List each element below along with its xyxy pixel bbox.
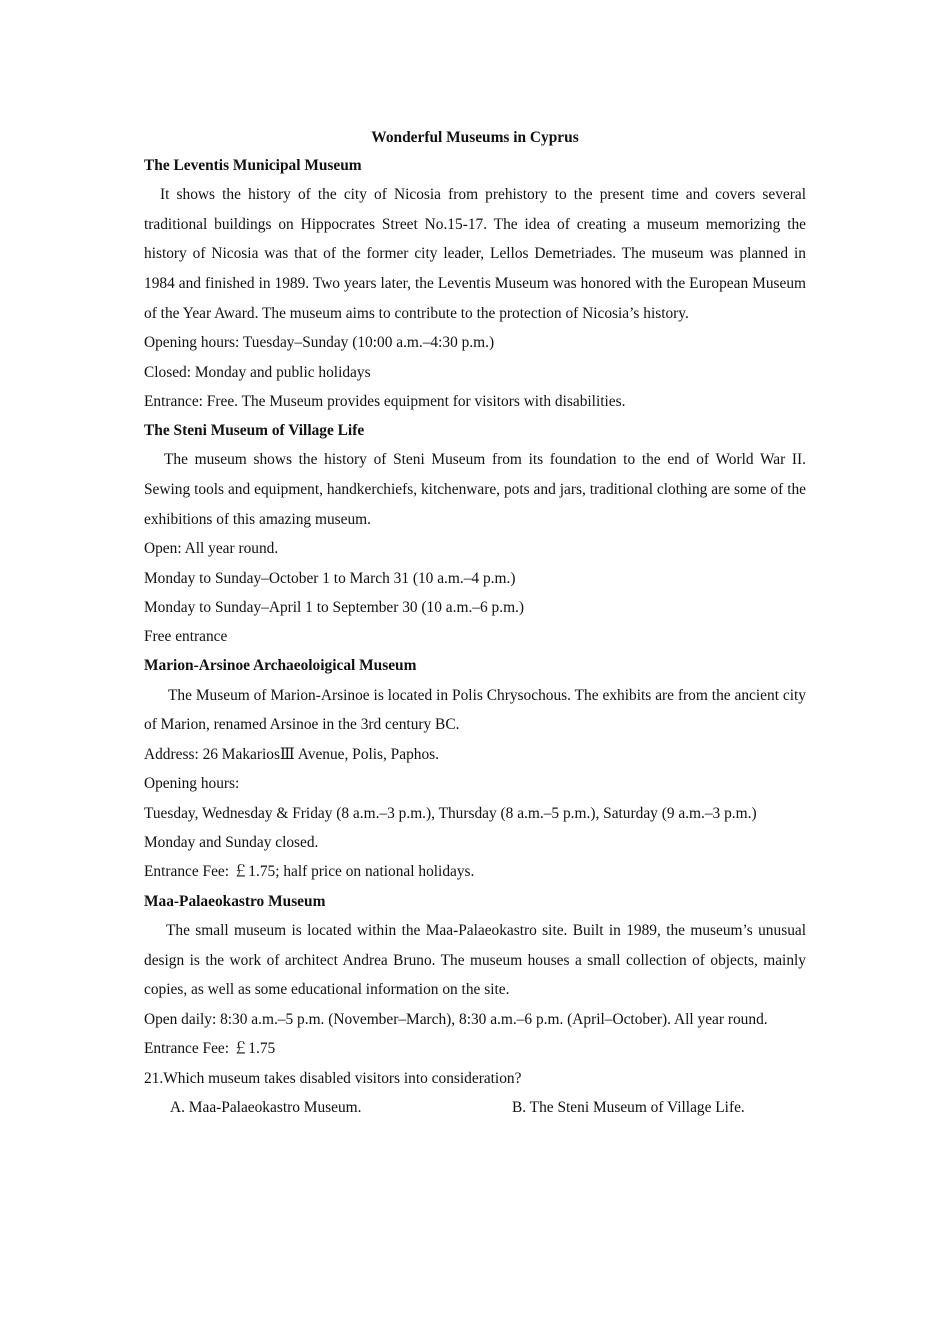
question-section <box>144 1064 806 1123</box>
marion-closed: Monday and Sunday closed. <box>144 834 319 852</box>
leventis-closed: Closed: Monday and public holidays <box>144 363 371 381</box>
document-title: Wonderful Museums in Cyprus <box>371 129 579 146</box>
document-page <box>144 124 806 1122</box>
option-a: A. Maa-Palaeokastro Museum. <box>170 1098 362 1116</box>
leventis-heading: The Leventis Municipal Museum <box>144 157 362 174</box>
steni-open: Open: All year round. <box>144 540 279 558</box>
marion-fee: Entrance Fee: ￡1.75; half price on national holidays. <box>144 863 475 881</box>
maa-fee: Entrance Fee: ￡1.75 <box>144 1040 276 1058</box>
answer-options <box>144 1093 806 1122</box>
leventis-hours: Opening hours: Tuesday–Sunday (10:00 a.m.–4:30 p.m.) <box>144 334 495 352</box>
marion-description: The Museum of Marion-Arsinoe is located in Polis Chrysochous. The exhibits are from the ancient city of Marion, renamed Arsinoe in the 3rd century BC. <box>144 686 806 734</box>
steni-schedule-summer: Monday to Sunday–April 1 to September 30 (10 a.m.–6 p.m.) <box>144 598 525 616</box>
maa-heading: Maa-Palaeokastro Museum <box>144 892 326 910</box>
steni-heading: The Steni Museum of Village Life <box>144 422 365 440</box>
marion-hours-label: Opening hours: <box>144 775 240 793</box>
maa-section <box>144 887 806 1064</box>
question-text: 21.Which museum takes disabled visitors into consideration? <box>144 1069 522 1087</box>
maa-description: The small museum is located within the Maa-Palaeokastro site. Built in 1989, the museum’s unusual design is the work of architect Andrea Bruno. The museum houses a small collection of objects, mainly copies, as well as some educational information on the site. <box>144 921 806 999</box>
steni-entrance: Free entrance <box>144 628 228 646</box>
option-b: B. The Steni Museum of Village Life. <box>512 1098 745 1116</box>
marion-address: Address: 26 MakariosⅢ Avenue, Polis, Paphos. <box>144 745 439 763</box>
steni-section <box>144 416 806 651</box>
maa-open: Open daily: 8:30 a.m.–5 p.m. (November–March), 8:30 a.m.–6 p.m. (April–October). All year round. <box>144 1010 768 1028</box>
steni-description: The museum shows the history of Steni Museum from its foundation to the end of World War II. Sewing tools and equipment, handkerchiefs, kitchenware, pots and jars, traditional clothing are some of the exhibitions of this amazing museum. <box>144 451 806 528</box>
marion-section <box>144 651 806 886</box>
marion-heading: Marion-Arsinoe Archaeoloigical Museum <box>144 657 417 675</box>
leventis-description: It shows the history of the city of Nicosia from prehistory to the present time and covers several traditional buildings on Hippocrates Street No.15-17. The idea of creating a museum memorizing the history of Nicosia was that of the former city leader, Lellos Demetriades. The museum was planned in 1984 and finished in 1989. Two years later, the Leventis Museum was honored with the European Museum of the Year Award. The museum aims to contribute to the protection of Nicosia’s history. <box>144 186 806 322</box>
leventis-section <box>144 151 806 416</box>
steni-schedule-winter: Monday to Sunday–October 1 to March 31 (10 a.m.–4 p.m.) <box>144 569 516 587</box>
marion-hours: Tuesday, Wednesday & Friday (8 a.m.–3 p.m.), Thursday (8 a.m.–5 p.m.), Saturday (9 a.m.–3 p.m.) <box>144 804 757 822</box>
leventis-entrance: Entrance: Free. The Museum provides equipment for visitors with disabilities. <box>144 392 626 410</box>
